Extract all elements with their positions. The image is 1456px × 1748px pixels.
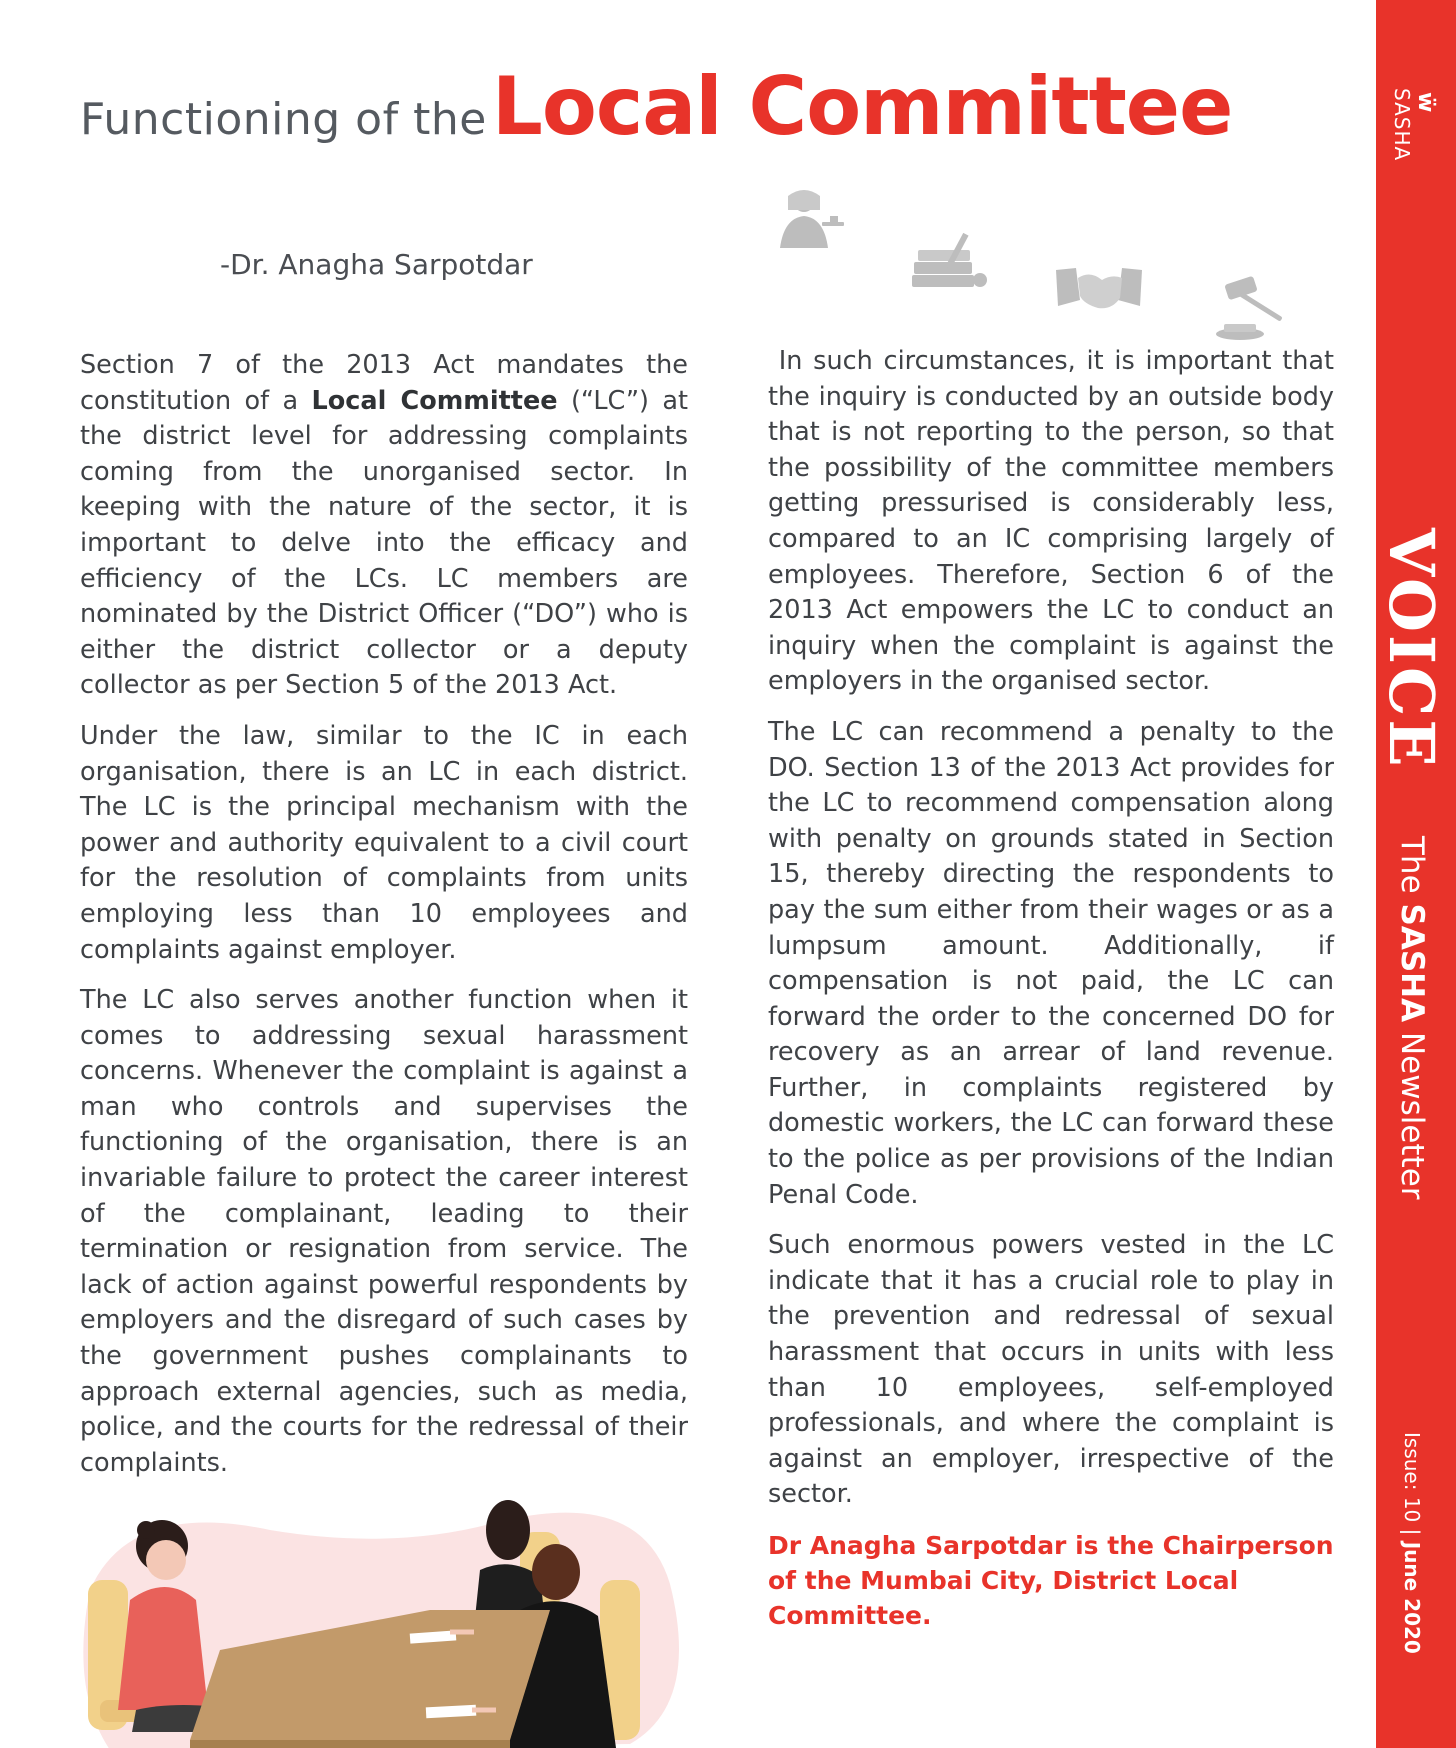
left-column	[80, 348, 688, 1496]
subtitle-bold: SASHA	[1394, 903, 1430, 1023]
brand-name: SASHA	[1390, 88, 1414, 162]
bold-term: Local Committee	[311, 385, 558, 416]
handshake-icon	[1054, 264, 1144, 314]
right-column	[768, 344, 1343, 1648]
title-main: Local Committee	[491, 60, 1233, 153]
newsletter-title: VOICE	[1375, 528, 1448, 770]
sasha-logo-icon: ẅ	[1413, 92, 1438, 114]
author-bio: Dr Anagha Sarpotdar is the Chairperson of the Mumbai City, District Local Committee.	[768, 1531, 1334, 1630]
meeting-illustration	[80, 1460, 700, 1748]
issue-date: June 2020	[1400, 1541, 1424, 1654]
issue-info	[1400, 1432, 1424, 1654]
title-lead: Functioning of the	[80, 94, 487, 145]
paragraph: Such enormous powers vested in the LC indicate that it has a crucial role to play in the prevention and redressal of sexual harassment that occurs in units with less than 10 employees, self-employed professionals, and where the complaint is against an employer, irrespective of the sector.	[768, 1230, 1334, 1510]
law-books-icon	[910, 228, 990, 290]
page-title	[80, 60, 1330, 153]
paragraph: In such circumstances, it is important that the inquiry is conducted by an outside body that is not reporting to the person, so that the possibility of the committee members getting pressurised is considerably less, compared to an IC comprising largely of employees. Therefore, Section 6 of the 2013 Act empowers the LC to conduct an inquiry when the complaint is against the employers in the organised sector.	[768, 346, 1343, 697]
author-byline: -Dr. Anagha Sarpotdar	[220, 248, 533, 281]
judge-icon	[766, 186, 848, 250]
paragraph: The LC also serves another function when it comes to addressing sexual harassment concerns. Whenever the complaint is against a man who controls and supervises the functioning of the organisation, there is an invariable failure to protect the career interest of the complainant, leading to their termination or resignation from service. The lack of action against powerful respondents by employers and the disregard of such cases by the government pushes complainants to approach external agencies, such as media, police, and the courts for the redressal of their complaints.	[80, 985, 688, 1478]
subtitle-pre: The	[1394, 836, 1430, 904]
gavel-icon	[1210, 276, 1296, 342]
issue-number: Issue: 10 |	[1400, 1432, 1424, 1542]
newsletter-subtitle	[1394, 836, 1430, 1200]
paragraph	[80, 348, 688, 704]
subtitle-post: Newsletter	[1394, 1022, 1430, 1200]
paragraph-text: (“LC”) at the district level for addressing complaints coming from the unorganised sector. In keeping with the nature of the sector, it is important to delve into the efficacy and efficiency of the LCs. LC members are nominated by the District Officer (“DO”) who is either the district collector or a deputy collector as per Section 5 of the 2013 Act.	[80, 385, 689, 701]
paragraph-text: Section 7 of the 2013 Act mandates the constitution of a	[80, 350, 688, 416]
paragraph: Under the law, similar to the IC in each organisation, there is an LC in each district. The LC is the principal mechanism with the power and authority equivalent to a civil court for the resolution of complaints from units employing less than 10 employees and complaints against employer.	[80, 720, 688, 965]
sidebar	[1376, 0, 1456, 1748]
paragraph: The LC can recommend a penalty to the DO. Section 13 of the 2013 Act provides for the LC to recommend compensation along with penalty on grounds stated in Section 15, thereby directing the respondents to pay the sum either from their wages or as a lumpsum amount. Additionally, if compensation is not paid, the LC can forward the order to the concerned DO for recovery as an arrear of land revenue. Further, in complaints registered by domestic workers, the LC can forward these to the police as per provisions of the Indian Penal Code.	[768, 716, 1334, 1210]
